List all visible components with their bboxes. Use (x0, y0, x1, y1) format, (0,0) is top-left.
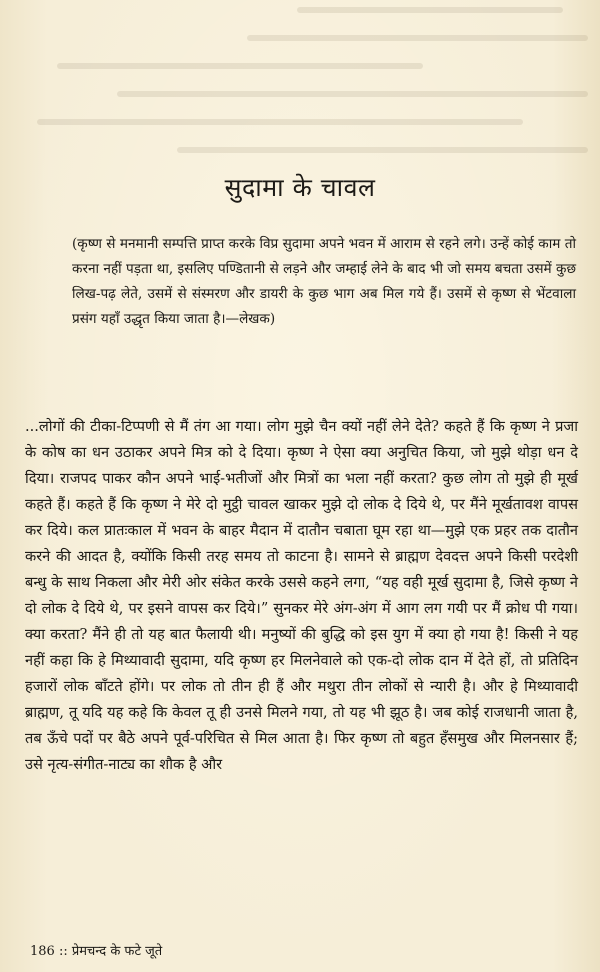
body-paragraph: ...लोगों की टीका-टिप्पणी से मैं तंग आ गया। लोग मुझे चैन क्यों नहीं लेने देते? कहते हैं कि कृष्ण ने प्रजा के कोष का धन उठाकर अपने मित्र को दे दिया। कृष्ण ने ऐसा क्या अनुचित किया, जो मुझे थोड़ा धन दे दिया। राजपद पाकर कौन अपने भाई-भतीजों और मित्रों का भला नहीं करता? कुछ लोग तो मुझे ही मूर्ख कहते हैं। कहते हैं कि कृष्ण ने मेरे दो मुट्ठी चावल खाकर मुझे दो लोक दे दिये थे, पर मैंने मूर्खतावश वापस कर दिये। कल प्रातःकाल में भवन के बाहर मैदान में दातौन चबाता घूम रहा था—मुझे एक प्रहर तक दातौन करने की आदत है, क्योंकि किसी तरह समय तो काटना है। सामने से ब्राह्मण देवदत्त अपने किसी परदेशी बन्धु के साथ निकला और मेरी ओर संकेत करके उससे कहने लगा, “यह वही मूर्ख सुदामा है, जिसे कृष्ण ने दो लोक दे दिये थे, पर इसने वापस कर दिये।” सुनकर मेरे अंग-अंग में आग लग गयी पर मैं क्रोध पी गया। क्या करता? मैंने ही तो यह बात फैलायी थी। मनुष्यों की बुद्धि को इस युग में क्या हो गया है! किसी ने यह नहीं कहा कि हे मिथ्यावादी सुदामा, यदि कृष्ण हर मिलनेवाले को एक-दो लोक दान में देते हों, तो प्रतिदिन हजारों लोक बाँटते होंगे। पर लोक तो तीन ही हैं और मथुरा तीन लोकों से न्यारी है। और हे मिथ्यावादी ब्राह्मण, तू यदि यह कहे कि केवल तू ही उनसे मिलने गया, तो यह भी झूठ है। जब कोई राजधानी जाता है, तब ऊँचे पदों पर बैठे अपने पूर्व-परिचित से मिल आता है। फिर कृष्ण तो बहुत हँसमुख और मिलनसार हैं; उसे नृत्य-संगीत-नाट्य का शौक है और (25, 418, 578, 773)
page-footer: 186 :: प्रेमचन्द के फटे जूते (30, 944, 163, 959)
chapter-title: सुदामा के चावल (224, 173, 376, 202)
author-note: (कृष्ण से मनमानी सम्पत्ति प्राप्त करके विप्र सुदामा अपने भवन में आराम से रहने लगे। उन्हें कोई काम तो करना नहीं पड़ता था, इसलिए पण्डितानी से लड़ने और जम्हाई लेने के बाद भी जो समय बचता उसमें कुछ लिख-पढ़ लेते, उसमें से संस्मरण और डायरी के कुछ भाग अब मिल गये हैं। उसमें से कृष्ण से भेंटवाला प्रसंग यहाँ उद्धृत किया जाता है।—लेखक) (72, 236, 576, 327)
